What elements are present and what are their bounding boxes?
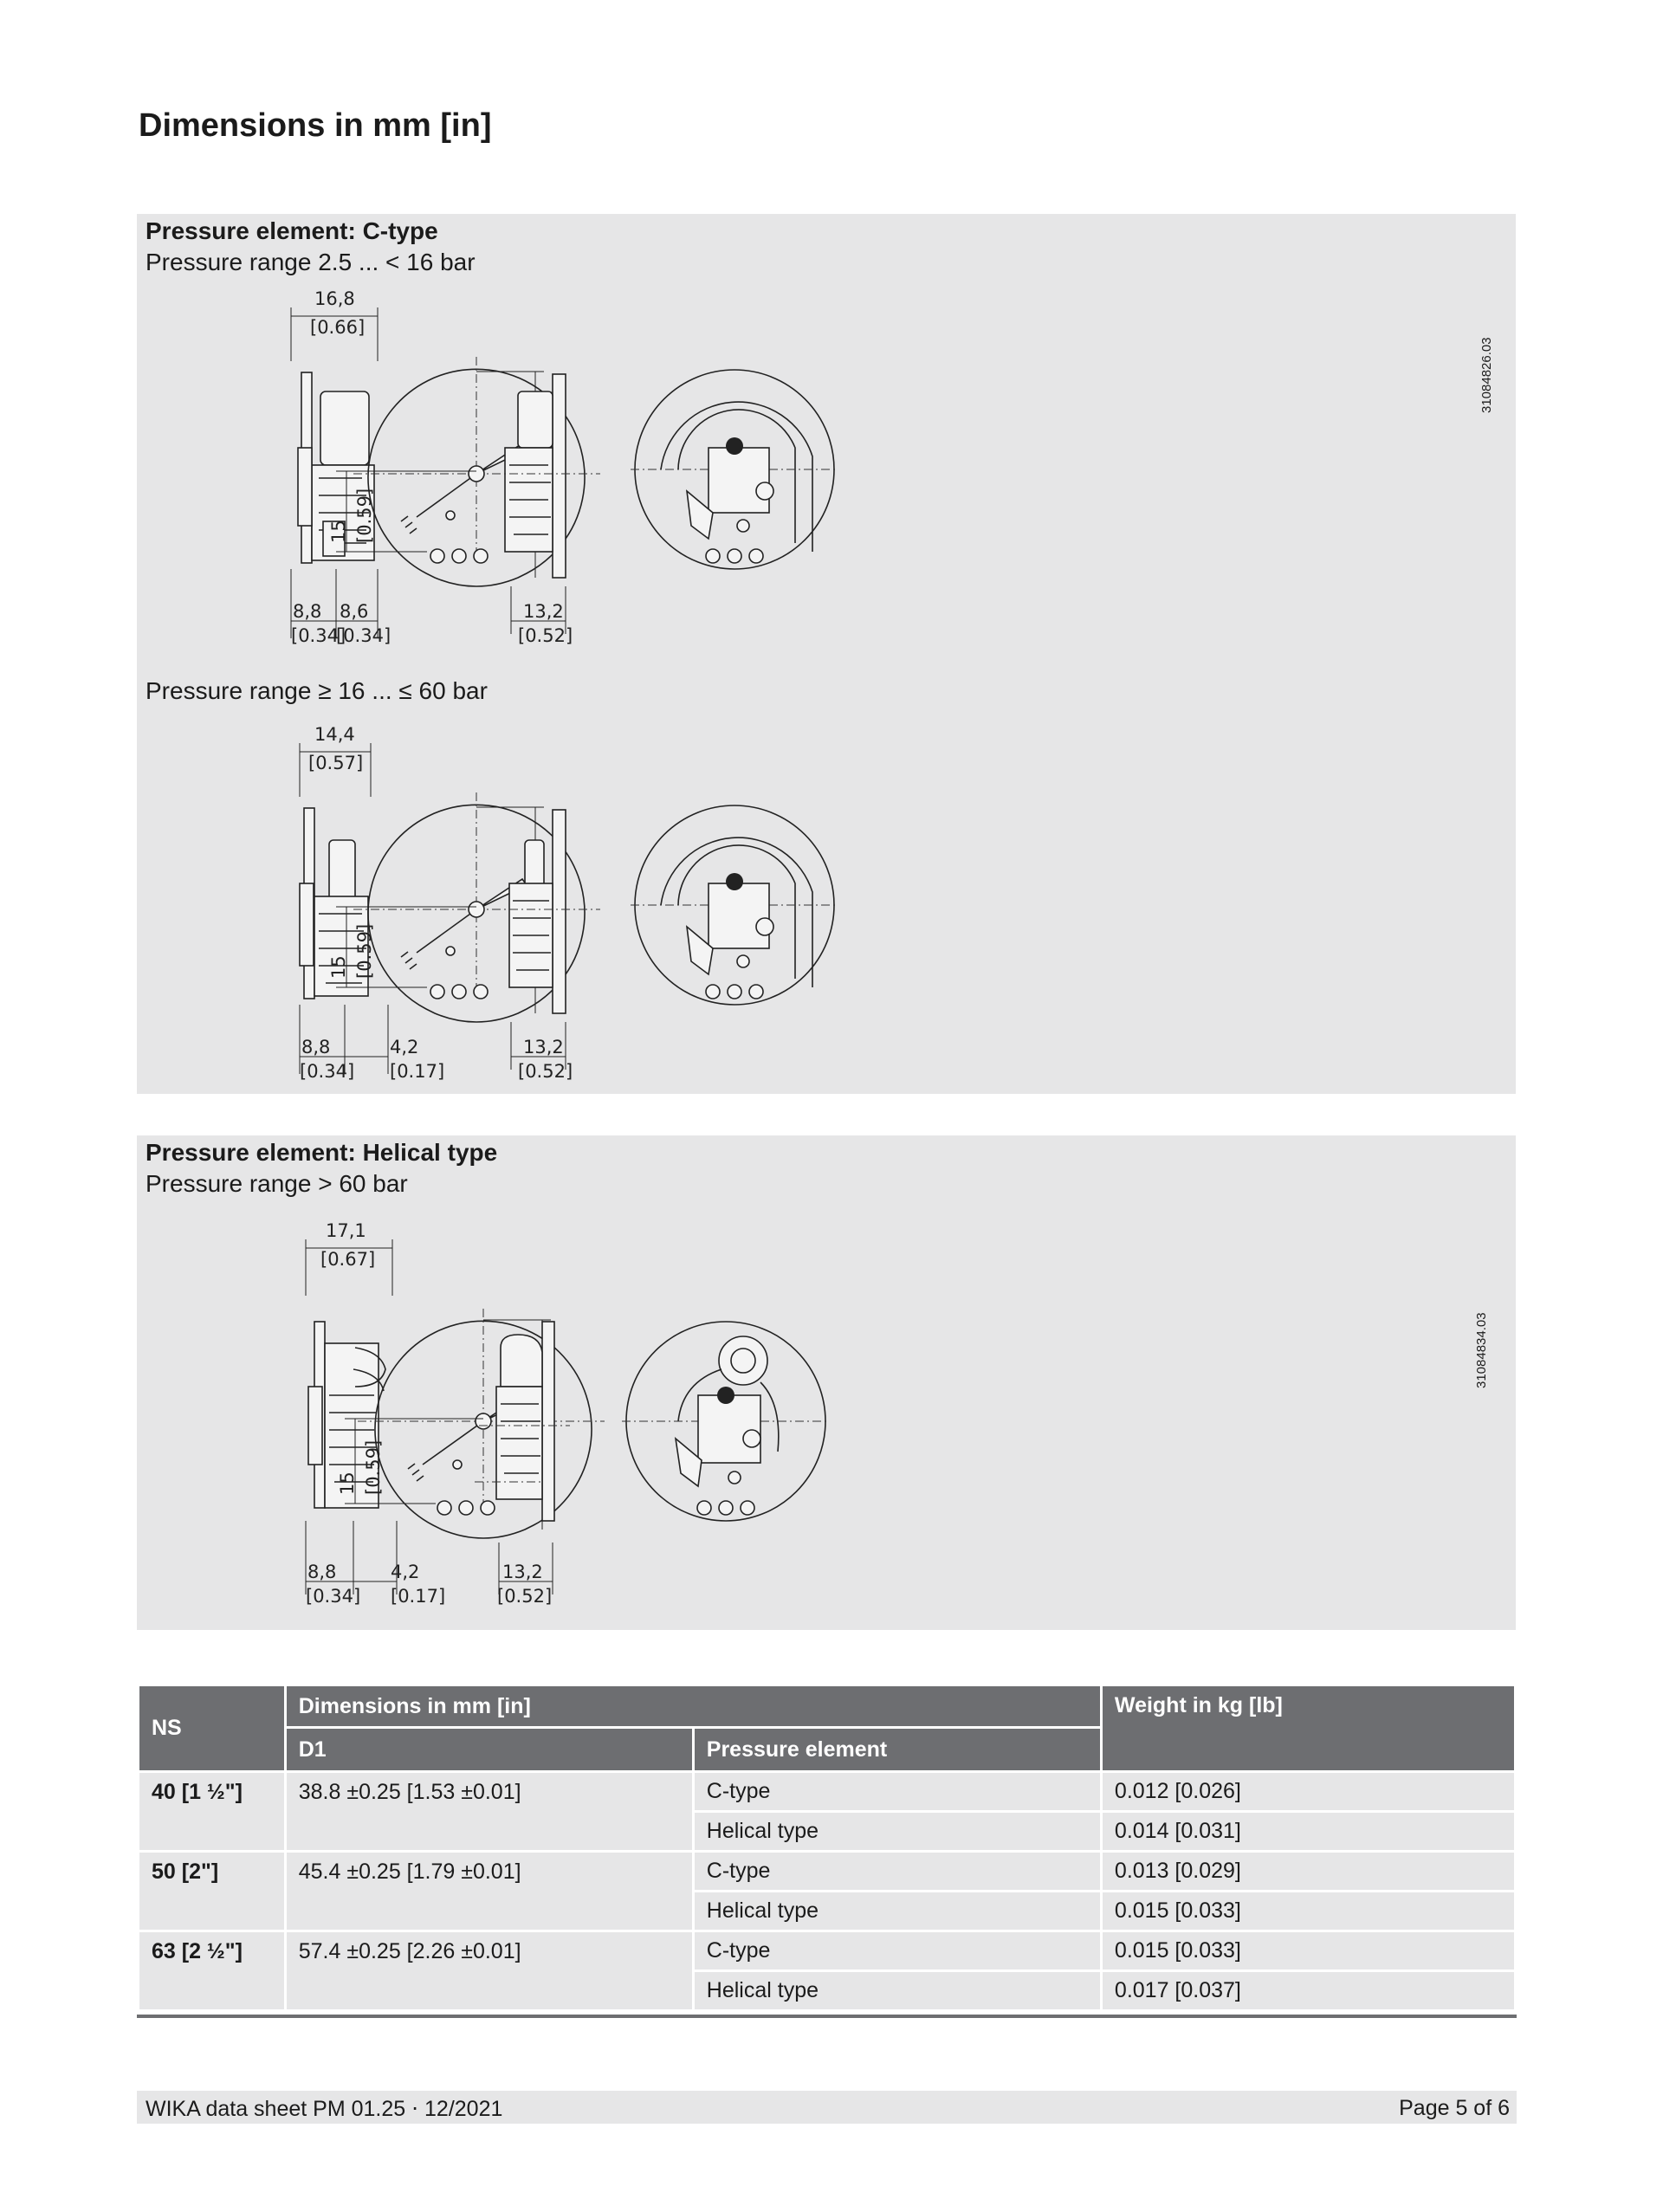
ctype-fig1-top-in: [0.66] <box>310 317 366 338</box>
cell-element: Helical type <box>693 1892 1101 1931</box>
dimensions-table <box>137 1684 1517 2012</box>
helical-top-mm: 17,1 <box>326 1220 366 1241</box>
helical-mid-mm: 4,2 <box>391 1562 420 1582</box>
table-row <box>139 1852 1516 1892</box>
ctype-fig1-h-in: [0.59] <box>354 488 375 543</box>
cell-d1: 57.4 ±0.25 [2.26 ±0.01] <box>285 1931 693 2011</box>
cell-element: C-type <box>693 1852 1101 1892</box>
ctype-fig1-side-view <box>291 288 391 646</box>
ctype-fig1-side-mm: 13,2 <box>523 601 564 622</box>
ctype-drawings <box>137 214 1516 1094</box>
ctype-fig2-side-in: [0.52] <box>518 1061 573 1082</box>
cell-ns: 50 [2"] <box>139 1852 286 1931</box>
table-row <box>139 1931 1516 1971</box>
helical-left-mm: 8,8 <box>307 1562 337 1582</box>
ctype-fig1-top-mm: 16,8 <box>314 288 355 309</box>
helical-h-in: [0.59] <box>363 1439 384 1495</box>
ctype-fig1-mid-in: [0.34] <box>336 625 391 646</box>
ctype-range2-label: Pressure range ≥ 16 ... ≤ 60 bar <box>146 677 488 704</box>
cell-weight: 0.015 [0.033] <box>1101 1892 1515 1931</box>
helical-h-mm: 15 <box>337 1471 358 1495</box>
table-header-row <box>139 1685 1516 1728</box>
ctype-figure-code: 31084826.03 <box>1479 337 1494 413</box>
ctype-fig2-side-view <box>300 724 444 1082</box>
ctype-fig2-left-mm: 8,8 <box>301 1037 331 1057</box>
cell-element: C-type <box>693 1772 1101 1812</box>
ctype-fig2-top-in: [0.57] <box>308 753 364 773</box>
helical-mid-in: [0.17] <box>391 1586 446 1607</box>
helical-rear-view <box>622 1322 830 1521</box>
helical-panel-title: Pressure element: Helical type <box>146 1139 498 1166</box>
cell-weight: 0.014 [0.031] <box>1101 1812 1515 1852</box>
ctype-fig2-side-mm: 13,2 <box>523 1037 564 1057</box>
ctype-fig1-rear-view <box>631 370 838 569</box>
cell-weight: 0.013 [0.029] <box>1101 1852 1515 1892</box>
ctype-fig2-mid-in: [0.17] <box>390 1061 445 1082</box>
cell-ns: 63 [2 ½"] <box>139 1931 286 2011</box>
ctype-fig2-rear-view <box>631 805 838 1005</box>
cell-element: Helical type <box>693 1812 1101 1852</box>
ctype-fig2-mid-mm: 4,2 <box>390 1037 419 1057</box>
header-dimensions: Dimensions in mm [in] <box>285 1685 1101 1728</box>
table-row <box>139 1772 1516 1812</box>
helical-drawings <box>137 1135 1516 1630</box>
cell-ns: 40 [1 ½"] <box>139 1772 286 1852</box>
helical-top-in: [0.67] <box>320 1249 376 1270</box>
helical-left-in: [0.34] <box>306 1586 361 1607</box>
ctype-fig2-h-in: [0.59] <box>354 923 375 979</box>
ctype-panel-title: Pressure element: C-type <box>146 217 438 244</box>
header-pressure-element: Pressure element <box>693 1728 1101 1772</box>
ctype-fig1-section-view <box>492 374 579 646</box>
helical-section-view <box>475 1322 570 1607</box>
ctype-range1-label: Pressure range 2.5 ... < 16 bar <box>146 249 476 275</box>
ctype-fig1-left-in: [0.34] <box>291 625 346 646</box>
header-ns: NS <box>139 1685 286 1772</box>
helical-drawing-panel <box>137 1135 1516 1630</box>
footer-page-number: Page 5 of 6 <box>1399 2096 1510 2120</box>
cell-weight: 0.012 [0.026] <box>1101 1772 1515 1812</box>
page-title: Dimensions in mm [in] <box>139 107 492 144</box>
page-footer <box>137 2091 1517 2124</box>
table-bottom-rule <box>137 2015 1517 2018</box>
ctype-fig2-h-mm: 15 <box>328 955 349 979</box>
ctype-fig1-side-in: [0.52] <box>518 625 573 646</box>
cell-d1: 38.8 ±0.25 [1.53 ±0.01] <box>285 1772 693 1852</box>
footer-datasheet-ref: WIKA data sheet PM 01.25 ⋅ 12/2021 <box>146 2097 503 2121</box>
cell-weight: 0.017 [0.037] <box>1101 1971 1515 2011</box>
cell-element: C-type <box>693 1931 1101 1971</box>
header-weight: Weight in kg [lb] <box>1101 1685 1515 1772</box>
header-d1: D1 <box>285 1728 693 1772</box>
cell-element: Helical type <box>693 1971 1101 2011</box>
ctype-fig1-h-mm: 15 <box>328 520 349 543</box>
cell-d1: 45.4 ±0.25 [1.79 ±0.01] <box>285 1852 693 1931</box>
ctype-fig1-mid-mm: 8,6 <box>340 601 369 622</box>
ctype-fig2-left-in: [0.34] <box>300 1061 355 1082</box>
ctype-fig2-top-mm: 14,4 <box>314 724 355 745</box>
helical-figure-code: 31084834.03 <box>1474 1312 1489 1388</box>
cell-weight: 0.015 [0.033] <box>1101 1931 1515 1971</box>
helical-side-mm: 13,2 <box>502 1562 543 1582</box>
helical-side-in: [0.52] <box>497 1586 553 1607</box>
helical-range-label: Pressure range > 60 bar <box>146 1170 408 1197</box>
ctype-fig2-section-view <box>492 810 579 1082</box>
ctype-drawing-panel <box>137 214 1516 1094</box>
ctype-fig1-left-mm: 8,8 <box>293 601 322 622</box>
